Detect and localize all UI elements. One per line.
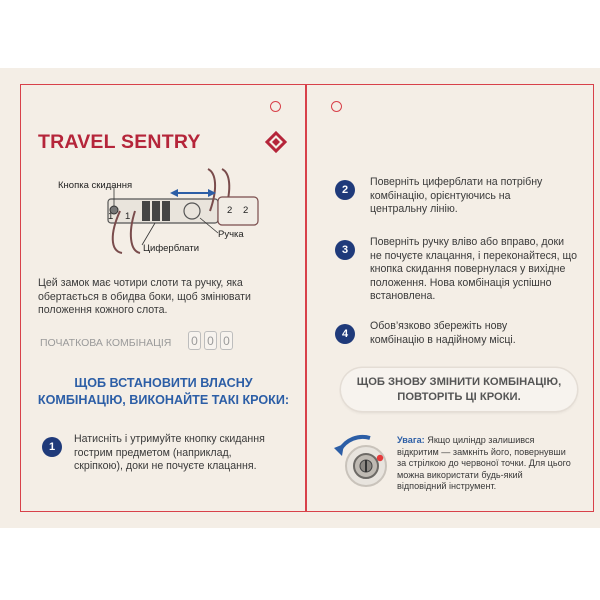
repeat-steps-box: ЩОБ ЗНОВУ ЗМІНИТИ КОМБІНАЦІЮ, ПОВТОРІТЬ ЦІ КРОКИ. [341, 368, 577, 411]
step-4-text: Обов’язково збережіть нову комбінацію в надійному місці. [370, 320, 516, 346]
slot-number: 1 [125, 211, 131, 222]
handle-label: Ручка [218, 229, 244, 240]
step-1-badge: 1 [42, 437, 62, 457]
travel-sentry-diamond-icon [265, 131, 287, 153]
slot-number: 2 [243, 205, 249, 216]
lock-description: Цей замок має чотири слоти та ручку, яка обертається в обидва боки, щоб змінювати положення кожного слота. [38, 277, 251, 316]
hang-hole-left [270, 101, 281, 112]
dials-label: Циферблати [143, 243, 200, 254]
brand-logo-text: TRAVEL SENTRY [38, 131, 201, 153]
step-4-badge: 4 [335, 324, 355, 344]
step-2-text: Поверніть циферблати на потрібну комбінацію, орієнтуючись на центральну лінію. [370, 176, 543, 215]
warning-note: Увага: Якщо циліндр залишився відкритим — замкніть його, повернувши за стрілкою до червоної точки. Для цього можна використати будь-який відповідний інструмент. [397, 435, 571, 491]
slot-number: 2 [227, 205, 233, 216]
step-2-badge: 2 [335, 180, 355, 200]
cylinder-lock-icon [330, 432, 392, 490]
combination-digit: 0 [188, 331, 201, 350]
hang-hole-right [331, 101, 342, 112]
combination-digit: 0 [204, 331, 217, 350]
combination-digit: 0 [220, 331, 233, 350]
initial-combination-digits [188, 331, 233, 350]
step-3-text: Поверніть ручку вліво або вправо, доки не почуєте клацання, і переконайтеся, що кнопка скидання повернулася у вихідне положення. Нова комбінація успішно встановлена. [370, 236, 578, 302]
step-3-badge: 3 [335, 240, 355, 260]
initial-combination-label: ПОЧАТКОВА КОМБІНАЦІЯ [40, 337, 172, 349]
slot-number: 1 [108, 211, 114, 222]
set-combination-heading: ЩОБ ВСТАНОВИТИ ВЛАСНУ КОМБІНАЦІЮ, ВИКОНАЙТЕ ТАКІ КРОКИ: [37, 376, 290, 407]
warning-title: Увага: [397, 435, 425, 445]
reset-button-label: Кнопка скидання [58, 180, 133, 191]
step-1-text: Натисніть і утримуйте кнопку скидання гострим предметом (наприклад, скріпкою), доки не почуєте клацання. [74, 433, 265, 472]
